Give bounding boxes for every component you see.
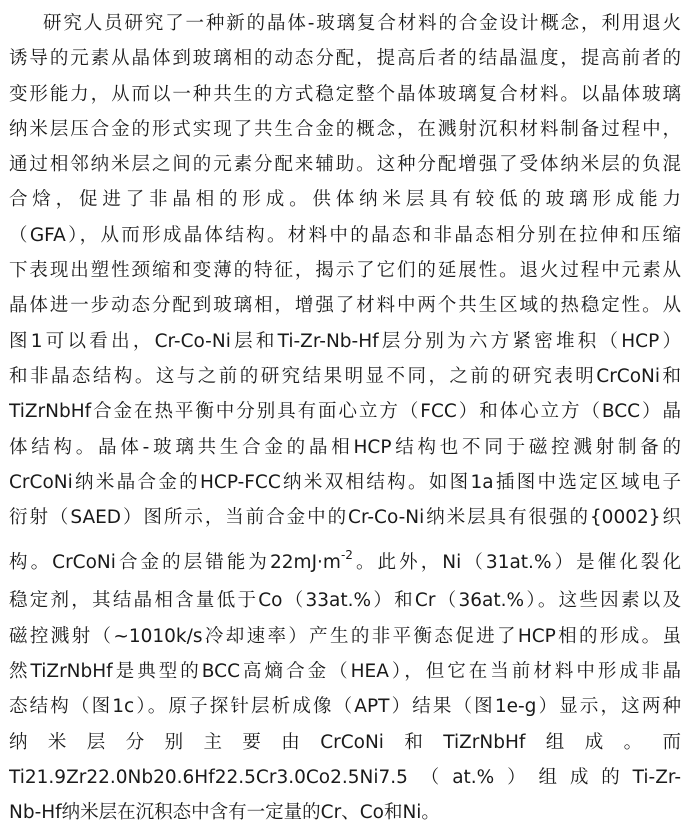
text-line: Ti21.9Zr22.0Nb20.6Hf22.5Cr3.0Co2.5Ni7.5（at.%）组成的Ti-Zr- [9,766,681,788]
text-line: CrCoNi纳米晶合金的HCP-FCC纳米双相结构。如图1a插图中选定区域电子 [9,471,681,493]
text-line: 和非晶态结构。这与之前的研究结果明显不同，之前的研究表明CrCoNi和 [9,365,681,387]
text-line: 纳米层分别主要由CrCoNi和TiZrNbHf组成。而 [9,731,681,753]
text-line-with-superscript [9,535,681,583]
text-line: 通过相邻纳米层之间的元素分配来辅助。这种分配增强了受体纳米层的负混 [9,154,681,176]
text-line: Nb-Hf纳米层在沉积态中含有一定量的Cr、Co和Ni。 [9,802,440,824]
text-line: 合焓，促进了非晶相的形成。供体纳米层具有较低的玻璃形成能力 [9,189,681,211]
text-segment: 。此外，Ni（31at.%）是催化裂化 [352,552,681,574]
text-line: 态结构（图1c）。原子探针层析成像（APT）结果（图1e-g）显示，这两种 [9,696,681,718]
text-line: TiZrNbHf合金在热平衡中分别具有面心立方（FCC）和体心立方（BCC）晶 [9,401,681,423]
text-line: 下表现出塑性颈缩和变薄的特征，揭示了它们的延展性。退火过程中元素从 [9,260,681,282]
text-segment: 构。CrCoNi合金的层错能为22mJ·m [9,552,341,574]
text-line: （GFA），从而形成晶体结构。材料中的晶态和非晶态相分别在拉伸和压缩 [9,224,681,246]
text-line: 磁控溅射（~1010k/s冷却速率）产生的非平衡态促进了HCP相的形成。虽 [9,625,681,647]
text-line: 纳米层压合金的形式实现了共生合金的概念，在溅射沉积材料制备过程中， [9,118,681,140]
text-line: 变形能力，从而以一种共生的方式稳定整个晶体玻璃复合材料。以晶体玻璃 [9,83,681,105]
text-line: 稳定剂，其结晶相含量低于Co（33at.%）和Cr（36at.%）。这些因素以及 [9,590,681,612]
text-line: 研究人员研究了一种新的晶体-玻璃复合材料的合金设计概念，利用退火 [43,13,681,34]
text-line: 图1可以看出，Cr-Co-Ni层和Ti-Zr-Nb-Hf层分别为六方紧密堆积（HCP） [9,330,681,352]
text-line: 诱导的元素从晶体到玻璃相的动态分配，提高后者的结晶温度，提高前者的 [9,48,681,70]
body-paragraph [9,6,681,831]
text-line: 晶体进一步动态分配到玻璃相，增强了材料中两个共生区域的热稳定性。从 [9,295,681,317]
text-line: 体结构。晶体-玻璃共生合金的晶相HCP结构也不同于磁控溅射制备的 [9,436,681,458]
superscript: -2 [340,548,353,563]
text-line: 衍射（SAED）图所示，当前合金中的Cr-Co-Ni纳米层具有很强的{0002}织 [9,507,681,529]
text-line: 然TiZrNbHf是典型的BCC高熵合金（HEA），但它在当前材料中形成非晶 [9,661,681,683]
